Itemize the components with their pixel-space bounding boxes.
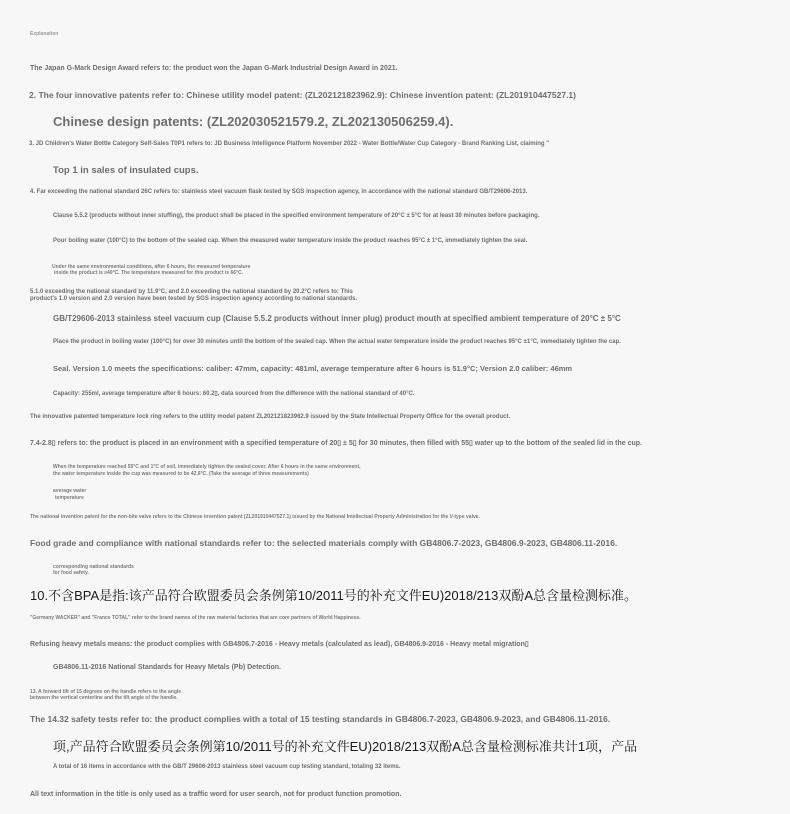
note-boiling-water: Pour boiling water (100°C) to the bottom of the sealed cap. When the measured water temperature inside the product reaches 95°C ± 1°C, immediately tighten the seal.: [53, 238, 528, 244]
note-gb4806-11: GB4806.11-2016 National Standards for Heavy Metals (Pb) Detection.: [53, 664, 281, 671]
note-place-product: Place the product in boiling water (100°C) for over 30 minutes until the bottom of the sealed cap. When the actual water temperature inside the product reaches 95°C ±1°C, immediately tighten the cap.: [53, 339, 621, 345]
logo-text: Explanation: [30, 31, 59, 37]
note-version-spec: Seal. Version 1.0 meets the specifications: caliber: 47mm, capacity: 481ml, average temperature after 6 hours is 51.9°C; Version 2.0 caliber: 46mm: [53, 364, 573, 373]
note-eu-standard: 项,产品符合欧盟委员会条例第10/2011号的补充文件EU)2018/213双酚A总含量检测标准共计1项，产品: [53, 739, 638, 754]
note-safety-tests: The 14.32 safety tests refer to: the product complies with a total of 15 testing standards in GB4806.7-2023, GB4806.9-2023, and GB4806.11-2016.: [30, 714, 611, 724]
note-disclaimer: All text information in the title is only used as a traffic word for user search, not for product function promotion.: [30, 791, 402, 798]
note-capacity: Capacity: 255ml, average temperature after 6 hours: 60.2▯, data sourced from the difference with the national standard of 40°C.: [53, 391, 415, 397]
note-top1: Top 1 in sales of insulated cups.: [53, 165, 199, 176]
note-wacker-total: "Germany WACKER" and "France TOTAL" refer to the brand names of the raw material factories that are core partners of World Happiness.: [30, 615, 361, 621]
note-env-1: Under the same environmental conditions, after 6 hours, the measured temperature: [52, 264, 251, 270]
note-handle-tilt-2: between the vertical centerline and the tilt angle of the handle.: [30, 695, 178, 701]
note-bpa-free: 10.不含BPA是指:该产品符合欧盟委员会条例第10/2011号的补充文件EU)2018/213双酚A总含量检测标准。: [30, 588, 638, 603]
note-gmark: The Japan G-Mark Design Award refers to: the product won the Japan G-Mark Industrial Design Award in 2021.: [30, 65, 398, 72]
note-avg-water-1: average water: [53, 488, 87, 494]
note-food-safety-2: for food safety.: [53, 570, 89, 576]
note-avg-water-2: temperature: [55, 495, 84, 501]
note-lock-ring: The innovative patented temperature lock ring refers to the utility model patent ZL202121823962.9 issued by the State Intellectual Property Office for the overall product.: [30, 414, 511, 420]
note-food-safety-1: corresponding national standards: [53, 564, 134, 570]
note-clause-552: Clause 5.5.2 (products without inner stuffing), the product shall be placed in the specified environment temperature of 20°C ± 5°C for at least 30 minutes before packaging.: [53, 213, 540, 219]
note-env-2: inside the product is ≥40°C. The temperature measured for this product is 66°C.: [54, 270, 244, 276]
note-temp-reached-1: When the temperature reached 55°C and 1°C of soil, immediately tighten the sealed cover. After 6 hours in the same environment,: [53, 464, 361, 470]
note-total-items: A total of 16 items in accordance with the GB/T 29606-2013 stainless steel vacuum cup testing standard, totaling 32 items.: [53, 764, 401, 770]
note-patents: 2. The four innovative patents refer to: Chinese utility model patent: (ZL202121823962.9): Chinese invention patent: (ZL201910447527.1): [29, 90, 576, 100]
note-non-bite-valve: The national invention patent for the non-bite valve refers to the Chinese invention patent (ZL201910447527.1) issued by the National Intellectual Property Administration for the V-type valve.: [30, 514, 480, 520]
note-exceeding-2: product's 1.0 version and 2.0 version have been tested by SGS inspection agency according to national standards.: [30, 296, 358, 302]
note-jd-ranking: 3. JD Children's Water Bottle Category Self-Sales T0P1 refers to: JD Business Intelligence Platform November 2022 - Water Bottle/Water Cup Category - Brand Ranking List, claiming ": [29, 141, 550, 147]
note-heavy-metals: Refusing heavy metals means: the product complies with GB4806.7-2016 - Heavy metals (calculated as lead), GB4806.9-2016 - Heavy metal migration▯: [30, 641, 529, 648]
note-handle-tilt-1: 13. A forward tilt of 15 degrees on the handle refers to the angle: [30, 689, 182, 695]
note-exceeding-1: 5.1.0 exceeding the national standard by 11.9°C, and 2.0 exceeding the national standard by 20.2°C refers to: This: [30, 289, 353, 295]
note-food-grade: Food grade and compliance with national standards refer to: the selected materials comply with GB4806.7-2023, GB4806.9-2023, GB4806.11-2016.: [30, 538, 618, 548]
note-7-4-2-8: 7.4-2.8▯ refers to: the product is placed in an environment with a specified temperature of 20▯ ± 5▯ for 30 minutes, then filled with 55▯ water up to the bottom of the sealed lid in the cup.: [30, 440, 643, 447]
note-national-standard: 4. Far exceeding the national standard 26C refers to: stainless steel vacuum flask tested by SGS inspection agency, in accordance with the national standard GB/T29606-2013.: [30, 189, 528, 195]
note-design-patents: Chinese design patents: (ZL202030521579.2, ZL202130506259.4).: [53, 114, 454, 129]
note-temp-reached-2: the water temperature inside the cup was measured to be 42.6°C. (Take the average of three measurements): [53, 471, 309, 477]
note-gbt29606: GB/T29606-2013 stainless steel vacuum cup (Clause 5.5.2 products without inner plug) product mouth at specified ambient temperature of 20°C ± 5°C: [53, 314, 621, 323]
